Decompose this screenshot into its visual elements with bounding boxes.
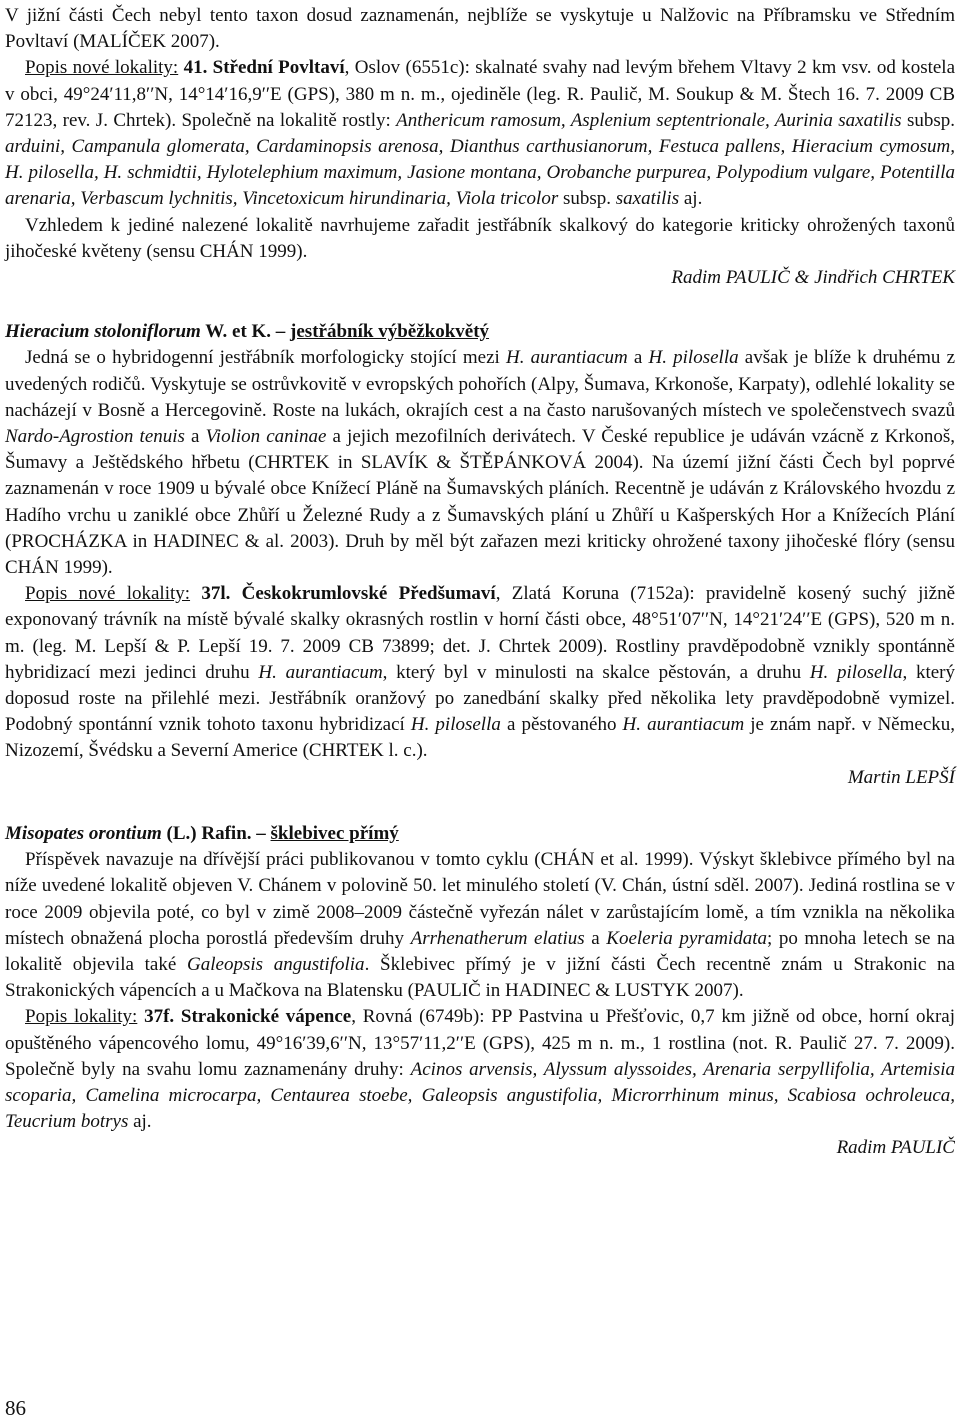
paragraph-text: . Šklebivec přímý je v jižní části Čech recentně znám u Strakonic na Strakonických vápencích a u Mačkova na Blatensku (PAULIČ in HADINEC & LUSTYK 2007).	[5, 953, 955, 1002]
paragraph-text: je znám např. v Německu, Nizozemí, Švédsku a Severní Americe (CHRTEK l. c.).	[5, 714, 955, 762]
species-heading	[5, 821, 955, 847]
species-author: W. et K.	[200, 321, 272, 343]
paragraph-text: subsp.	[901, 109, 956, 131]
locality-label: Popis nové lokality:	[25, 583, 191, 605]
heading-dash: –	[251, 822, 271, 844]
paragraph-text: , Oslov (6551c): skalnaté svahy nad levým břehem Vltavy 2 km vsv. od kostela v obci, 49°24′11,8′′N, 14°14′16,9′′E (GPS), 380 m n. m., ojediněle (leg. R. Paulič, M. Soukup & M. Štech 16. 7. 2009 CB 72123, rev. J. Chrtek). Společně na lokalitě rostly:	[5, 57, 956, 131]
species-name: H. pilosella	[410, 714, 501, 736]
locality-region: 41. Střední Povltaví	[183, 57, 345, 79]
species-name: H. aurantiacum	[505, 347, 628, 369]
species-name: H. pilosella	[809, 661, 903, 683]
paragraph-text: avšak je blíže k druhému z uvedených rodičů. Vyskytuje se ostrůvkovitě v evropských pohořích (Alpy, Šumava, Krkonoše, Karpaty), odlehlé lokality se nacházejí v Bosně a Hercegovině. Roste na lukách, okrajích cest a na často narušovaných místech ve společenstvech svazů	[5, 347, 955, 421]
species-name: Violion caninae	[205, 426, 327, 448]
locality-paragraph	[5, 581, 955, 764]
paragraph-text: V jižní části Čech nebyl tento taxon dosud zaznamenán, nejblíže se vyskytuje u Nalžovic na Příbramsku ve Středním Povltaví (MALÍČEK 2007).	[5, 5, 955, 53]
locality-paragraph	[5, 55, 955, 212]
document-page	[5, 0, 955, 1162]
paragraph-text: , Zlatá Koruna (7152a): pravidelně kosený suchý jižně exponovaný trávník na místě bývalé skalky okrasných rostlin v horní části obce, 48°51′07′′N, 14°21′24′′E (GPS), 520 m n. m. (leg. M. Lepší & P. Lepší 19. 7. 2009 CB 73899; det. J. Chrtek 2009). Rostliny pravděpodobně vznikly spontánně hybridizací mezi jedinci druhu	[5, 583, 956, 683]
heading-dash: –	[271, 321, 291, 343]
paragraph-text: , který byl v minulosti na skalce pěstován, a druhu	[382, 661, 810, 683]
paragraph-text: a	[184, 426, 206, 448]
paragraph-text: , který doposud roste na přilehlé mezi. Jestřábník oranžový po zanedbání skalky před několika lety pravděpodobně vymizel. Podobný spontánní vznik tohoto taxonu hybridizací	[5, 661, 956, 736]
species-title: Hieracium stoloniflorum	[5, 321, 201, 343]
paragraph-text: a jejich mezofilních derivátech. V České republice je udáván vzácně z Krkonoš, Šumavy a Ještědského hřbetu (CHRTEK in SLAVÍK & ŠTĚPÁNKOVÁ 2004). Na území jižní části Čech byl poprvé zaznamenán v roce 1909 u bývalé obce Knížecí Pláně na Šumavských pláních. Recentně je udáván z Královského hvozdu z Hadího vrchu u zaniklé obce Zhůří u Železné Rudy a z Šumavských plání u Zhůří u Kašperských Hor a Knížecích Plání (PROCHÁZKA in HADINEC & al. 2003). Druh by měl být zařazen mezi kriticky ohrožené taxony jihočeské flóry (sensu CHÁN 1999).	[5, 426, 956, 579]
page-number: 86	[5, 1396, 26, 1420]
species-name: saxatilis	[615, 188, 680, 210]
author-signature: Radim PAULIČ & Jindřich CHRTEK	[671, 267, 955, 289]
species-list: arduini, Campanula glomerata, Cardaminopsis arenosa, Dianthus carthusianorum, Festuca pallens, Hieracium cymosum, H. pilosella, H. schmidtii, Hylotelephium maximum, Jasione montana, Orobanche purpurea, Polypodium vulgare, Potentilla arenaria, Verbascum lychnitis, Vincetoxicum hirundinaria, Viola tricolor	[5, 136, 955, 210]
paragraph	[5, 0, 955, 55]
author-signature: Radim PAULIČ	[836, 1137, 955, 1159]
paragraph	[5, 847, 955, 1004]
paragraph-text: Vzhledem k jediné nalezené lokalitě navrhujeme zařadit jestřábník skalkový do kategorie kriticky ohrožených taxonů jihočeské květeny (sensu CHÁN 1999).	[5, 214, 955, 262]
paragraph-text: aj.	[128, 1111, 152, 1133]
species-list: Acinos arvensis, Alyssum alyssoides, Arenaria serpyllifolia, Artemisia scoparia, Camelina microcarpa, Centaurea stoebe, Galeopsis angustifolia, Microrrhinum minus, Scabiosa ochroleuca, Teucrium botrys	[5, 1058, 955, 1133]
paragraph	[5, 345, 955, 581]
species-name: Nardo-Agrostion tenuis	[5, 426, 185, 448]
locality-region: 37f. Strakonické vápence	[144, 1006, 352, 1028]
species-title: Misopates orontium	[5, 822, 162, 844]
species-name: H. pilosella	[648, 347, 739, 369]
locality-region: 37l. Českokrumlovské Předšumaví	[201, 583, 496, 605]
paragraph-text: a	[627, 347, 649, 369]
paragraph	[5, 213, 955, 265]
locality-paragraph	[5, 1004, 955, 1135]
czech-name: šklebivec přímý	[270, 822, 399, 844]
species-name: Galeopsis angustifolia	[187, 953, 365, 975]
paragraph-text: Jedná se o hybridogenní jestřábník morfologicky stojící mezi	[25, 347, 506, 369]
species-author: (L.) Rafin.	[161, 822, 252, 844]
paragraph-text: aj.	[679, 188, 703, 210]
species-name: H. aurantiacum	[622, 714, 745, 736]
author-signature: Martin LEPŠÍ	[847, 766, 955, 788]
species-heading	[5, 319, 955, 345]
paragraph-text: a pěstovaného	[500, 714, 623, 736]
paragraph-text: ; po mnoha letech se na lokalitě objevila také	[5, 927, 955, 975]
species-name: Koeleria pyramidata	[606, 927, 767, 949]
paragraph-text: Příspěvek navazuje na dřívější práci publikovanou v tomto cyklu (CHÁN et al. 1999). Výskyt šklebivce přímého byl na níže uvedené lokalitě objeven V. Chánem v polovině 50. let minulého století (V. Chán, ústní sděl. 2007). Jediná rostlina se v roce 2009 objevila poté, co byl v zimě 2008–2009 částečně vyřezán nálet v zarůstajícím lomě, a tím vznikla na několika místech obnažená plocha porostlá především druhy	[5, 849, 955, 949]
species-name: Arrhenatherum elatius	[410, 927, 585, 949]
species-name: H. aurantiacum	[258, 661, 383, 683]
czech-name: jestřábník výběžkokvětý	[290, 321, 490, 343]
paragraph-text: a	[584, 927, 607, 949]
locality-label: Popis nové lokality:	[25, 57, 179, 79]
species-list: Anthericum ramosum, Asplenium septentrionale, Aurinia saxatilis	[396, 109, 902, 131]
paragraph-text: , Rovná (6749b): PP Pastvina u Přešťovic, 0,7 km jižně od obce, horní okraj opuštěného vápencového lomu, 49°16′39,6′′N, 13°57′11,2′′E (GPS), 425 m n. m., 1 rostlina (not. R. Paulič 27. 7. 2009). Společně byly na svahu lomu zaznamenány druhy:	[5, 1006, 955, 1080]
locality-label: Popis lokality:	[25, 1006, 138, 1028]
paragraph-text: subsp.	[558, 188, 616, 210]
